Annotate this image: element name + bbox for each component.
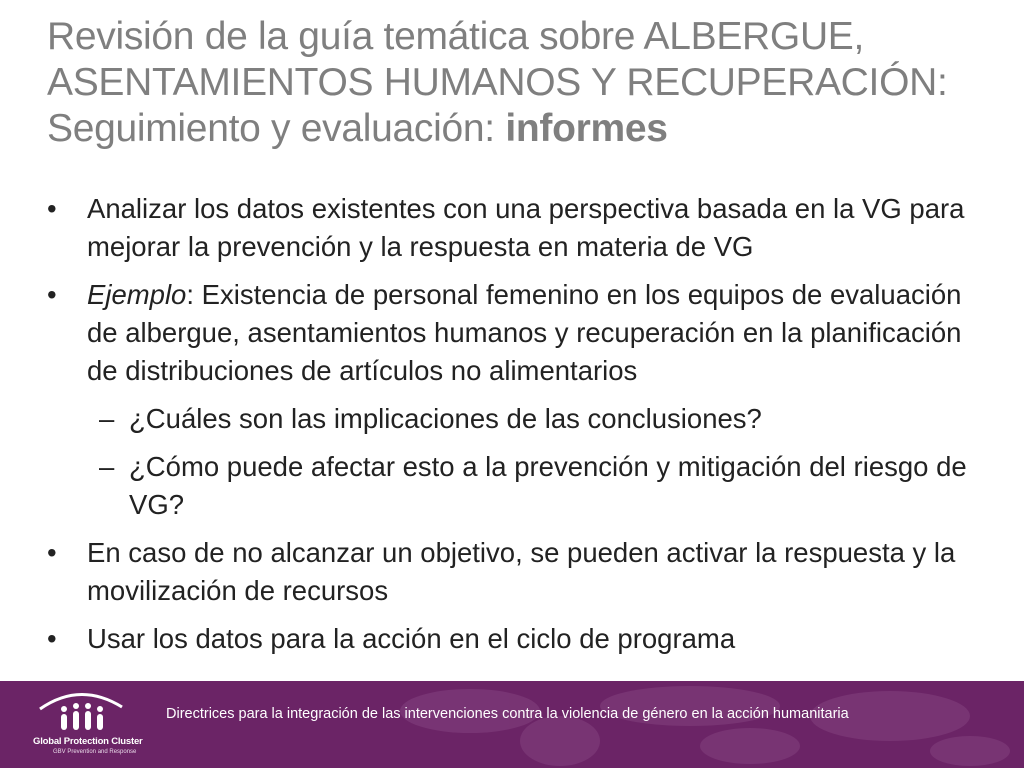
footer-banner	[0, 681, 1024, 768]
title-line-1: Revisión de la guía temática sobre ALBERGUE,	[47, 15, 865, 58]
bullet-text: : Existencia de personal femenino en los equipos de evaluación de albergue, asentamientos humanos y recuperación en la planificación de distribuciones de artículos no alimentarios	[87, 279, 962, 386]
title-line-2: ASENTAMIENTOS HUMANOS Y RECUPERACIÓN:	[47, 61, 948, 104]
bullet-item	[47, 276, 997, 390]
sub-bullet-item	[47, 448, 997, 524]
bullet-glyph: •	[47, 537, 57, 568]
title-line-3-prefix: Seguimiento y evaluación:	[47, 107, 506, 150]
dash-glyph: –	[99, 451, 115, 482]
slide-body	[47, 190, 997, 668]
bullet-emphasis: Ejemplo	[87, 279, 187, 310]
sub-bullet-text: ¿Cuáles son las implicaciones de las conclusiones?	[129, 403, 762, 434]
dash-glyph: –	[99, 403, 115, 434]
world-map-background	[330, 681, 1024, 768]
bullet-item	[47, 620, 997, 658]
slide-title	[47, 14, 1007, 152]
title-line-3	[47, 106, 1007, 152]
footer-caption: Directrices para la integración de las intervenciones contra la violencia de género en la acción humanitaria	[166, 706, 849, 722]
logo-name: Global Protection Cluster	[33, 736, 143, 747]
bullet-item	[47, 534, 997, 610]
bullet-glyph: •	[47, 279, 57, 310]
sub-bullet-item	[47, 400, 997, 438]
sub-bullet-text: ¿Cómo puede afectar esto a la prevención y mitigación del riesgo de VG?	[129, 451, 967, 520]
bullet-glyph: •	[47, 193, 57, 224]
bullet-text: Analizar los datos existentes con una perspectiva basada en la VG para mejorar la prevención y la respuesta en materia de VG	[87, 193, 965, 262]
logo-subtitle: GBV Prevention and Response	[53, 749, 137, 755]
bullet-text: En caso de no alcanzar un objetivo, se pueden activar la respuesta y la movilización de recursos	[87, 537, 956, 606]
title-line-3-bold: informes	[505, 107, 668, 150]
bullet-text: Usar los datos para la acción en el ciclo de programa	[87, 623, 736, 654]
global-protection-cluster-logo	[0, 681, 150, 768]
people-icon	[30, 687, 130, 735]
bullet-item	[47, 190, 997, 266]
bullet-glyph: •	[47, 623, 57, 654]
